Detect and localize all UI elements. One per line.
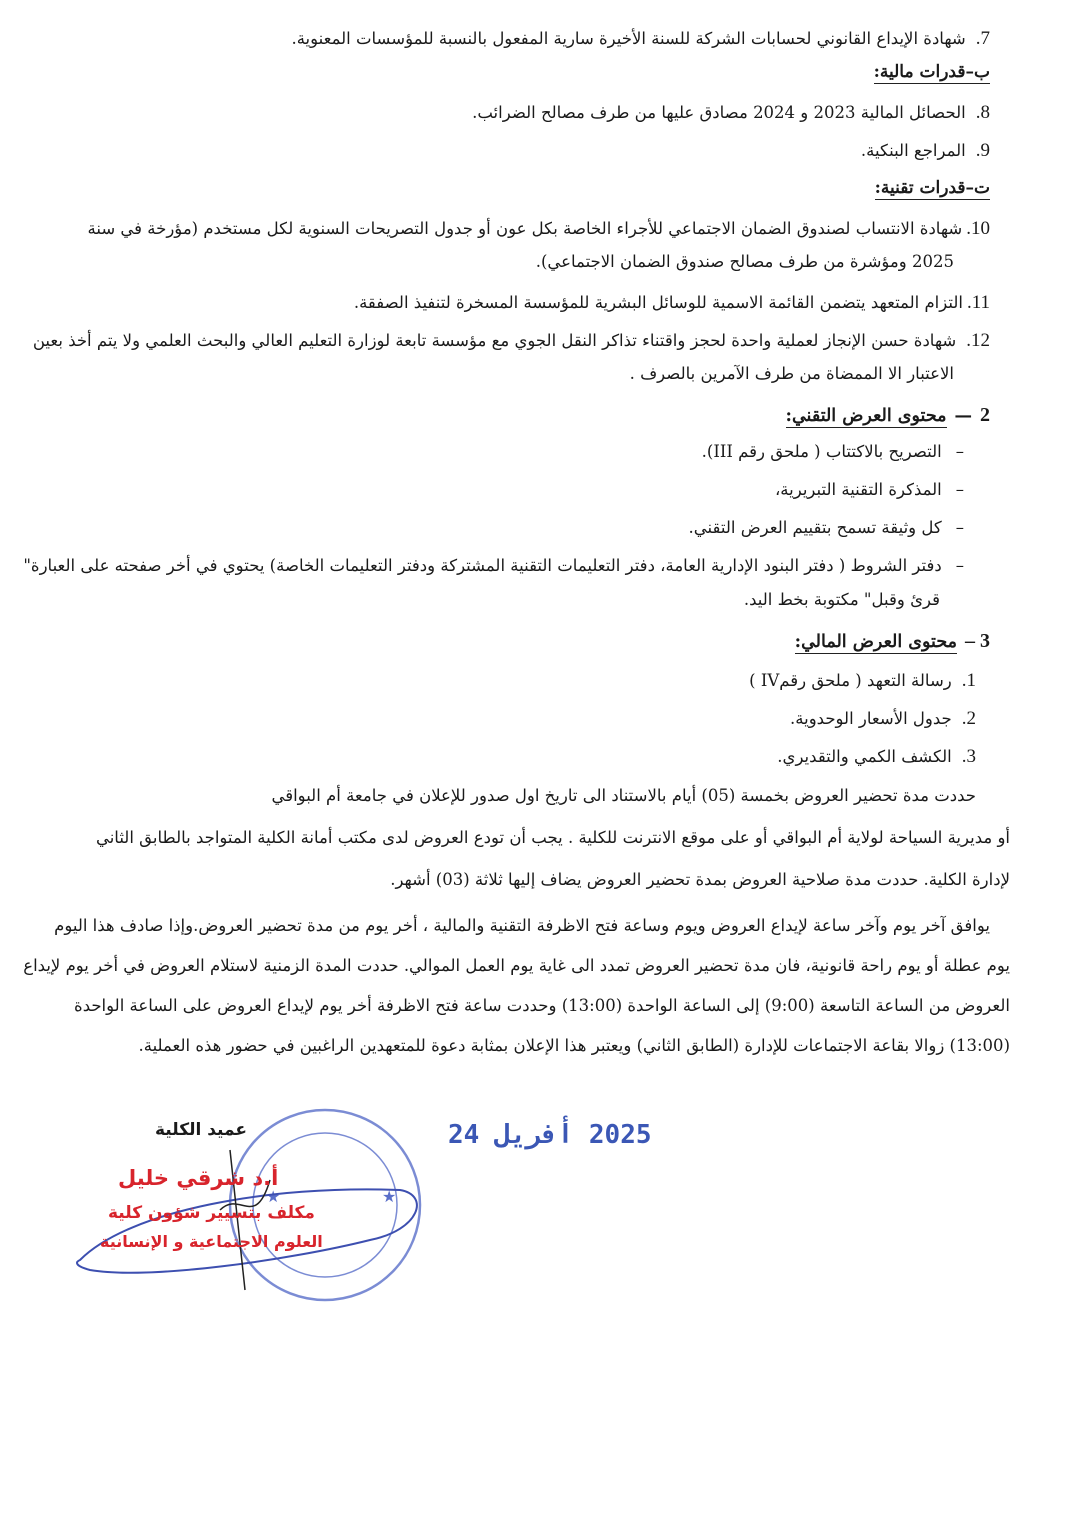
- item-8: 8.الحصائل المالية 2023 و 2024 مصادق عليها من طرف مصالح الضرائب.: [472, 102, 990, 123]
- item-text: شهادة حسن الإنجاز لعملية واحدة لحجز واقتناء تذاكر النقل الجوي مع مؤسسة تابعة لوزارة التعليم العالي والبحث العلمي ولا يتم أخذ بعين: [32, 331, 957, 350]
- svg-text:★: ★: [266, 1187, 281, 1206]
- item-10-continued: 2025 ومؤشرة من طرف مصالح صندوق الضمان الاجتماعي).: [535, 252, 954, 271]
- item-10: 10.شهادة الانتساب لصندوق الضمان الاجتماعي للأجراء الخاصة بكل عون أو جدول التصريحات السنوية لكل مستخدم (مؤرخة في سنة: [87, 218, 990, 239]
- section-2-heading: 2—محتوى العرض التقني:: [785, 404, 990, 426]
- item-text: المراجع البنكية.: [860, 141, 966, 160]
- date-stamp: 2025 أفريل 24: [448, 1120, 652, 1150]
- item-7: [40, 28, 990, 62]
- signer-role: مكلف بتسيير شؤون كلية: [108, 1203, 315, 1223]
- technical-offer-bullet-continued: قرئ وقبل" مكتوبة بخط اليد.: [743, 590, 940, 609]
- signer-name: أ.د شرقي خليل: [118, 1166, 279, 1190]
- item-number: 7.: [975, 28, 990, 49]
- svg-text:★: ★: [382, 1187, 397, 1206]
- technical-capacity-heading: ت–قدرات تقنية:: [874, 178, 990, 198]
- item-12-continued: الاعتبار الا الممضاة من طرف الآمرين بالصرف .: [629, 364, 954, 383]
- technical-offer-bullet: –المذكرة التقنية التبريرية،: [774, 480, 964, 499]
- financial-capacity-heading: ب–قدرات مالية:: [873, 62, 990, 82]
- deadline-paragraph: حددت مدة تحضير العروض بخمسة (05) أيام بالاستناد الى تاريخ اول صدور للإعلان في جامعة أم البواقي أو مديرية السياحة لولاية أم البواقي أو على موقع الانترنت للكلية . يجب أن تودع العروض لدى مكتب أمانة الكلية المتواجد بالطابق الثاني لإدارة الكلية. حددت مدة صلاحية العروض بمدة تحضير العروض يضاف إليها ثلاثة (03) أشهر.: [95, 786, 1010, 889]
- financial-offer-item: 1.رسالة التعهد ( ملحق رقمIV ): [749, 670, 976, 691]
- document-body: [23, 28, 1010, 1076]
- financial-offer-item: 3.الكشف الكمي والتقديري.: [777, 746, 976, 767]
- technical-offer-bullet: –دفتر الشروط ( دفتر البنود الإدارية العامة، دفتر التعليمات التقنية المشتركة ودفتر التعليمات الخاصة) يحتوي في أخر صفحته على العبارة": [23, 556, 964, 575]
- submission-paragraph: يوافق آخر يوم وآخر ساعة لإيداع العروض ويوم وساعة فتح الاظرفة التقنية والمالية ، أخر يوم من مدة تحضير العروض.وإذا صادف هذا اليوم يوم عطلة أو يوم راحة قانونية، فان مدة تحضير العروض تمدد الى غاية يوم العمل الموالي. حددت المدة الزمنية لاستلام العروض في أخر يوم لإيداع العروض من الساعة التاسعة (9:00) إلى الساعة الواحدة (13:00) وحددت ساعة فتح الاظرفة أخر يوم لإيداع العروض على الساعة الواحدة (13:00) زوالا بقاعة الاجتماعات للإدارة (الطابق الثاني) ويعتبر هذا الإعلان بمثابة دعوة للمتعهدين الراغبين في حضور هذه العملية.: [23, 916, 1010, 1055]
- dean-title: عميد الكلية: [155, 1120, 247, 1140]
- item-12: 12.شهادة حسن الإنجاز لعملية واحدة لحجز واقتناء تذاكر النقل الجوي مع مؤسسة تابعة لوزارة التعليم العالي والبحث العلمي ولا يتم أخذ بعين: [32, 330, 990, 351]
- technical-offer-bullet: –كل وثيقة تسمح بتقييم العرض التقني.: [688, 518, 964, 537]
- section-3-heading: 3 –محتوى العرض المالي:: [794, 630, 990, 652]
- item-text: التزام المتعهد يتضمن القائمة الاسمية للوسائل البشرية للمؤسسة المسخرة لتنفيذ الصفقة.: [353, 293, 963, 312]
- item-text: الحصائل المالية 2023 و 2024 مصادق عليها من طرف مصالح الضرائب.: [472, 103, 966, 122]
- technical-offer-bullet: –التصريح بالاكتتاب ( ملحق رقم III).: [701, 442, 964, 461]
- item-11: 11.التزام المتعهد يتضمن القائمة الاسمية للوسائل البشرية للمؤسسة المسخرة لتنفيذ الصفقة.: [353, 292, 990, 313]
- item-text: شهادة الإيداع القانوني لحسابات الشركة للسنة الأخيرة سارية المفعول بالنسبة للمؤسسات المعنوية.: [291, 29, 966, 48]
- item-text: شهادة الانتساب لصندوق الضمان الاجتماعي للأجراء الخاصة بكل عون أو جدول التصريحات السنوية لكل مستخدم (مؤرخة في سنة: [87, 219, 963, 238]
- financial-offer-item: 2.جدول الأسعار الوحدوية.: [790, 708, 976, 729]
- signer-faculty: العلوم الاجتماعية و الإنسانية: [100, 1232, 323, 1251]
- item-9: 9.المراجع البنكية.: [860, 140, 990, 161]
